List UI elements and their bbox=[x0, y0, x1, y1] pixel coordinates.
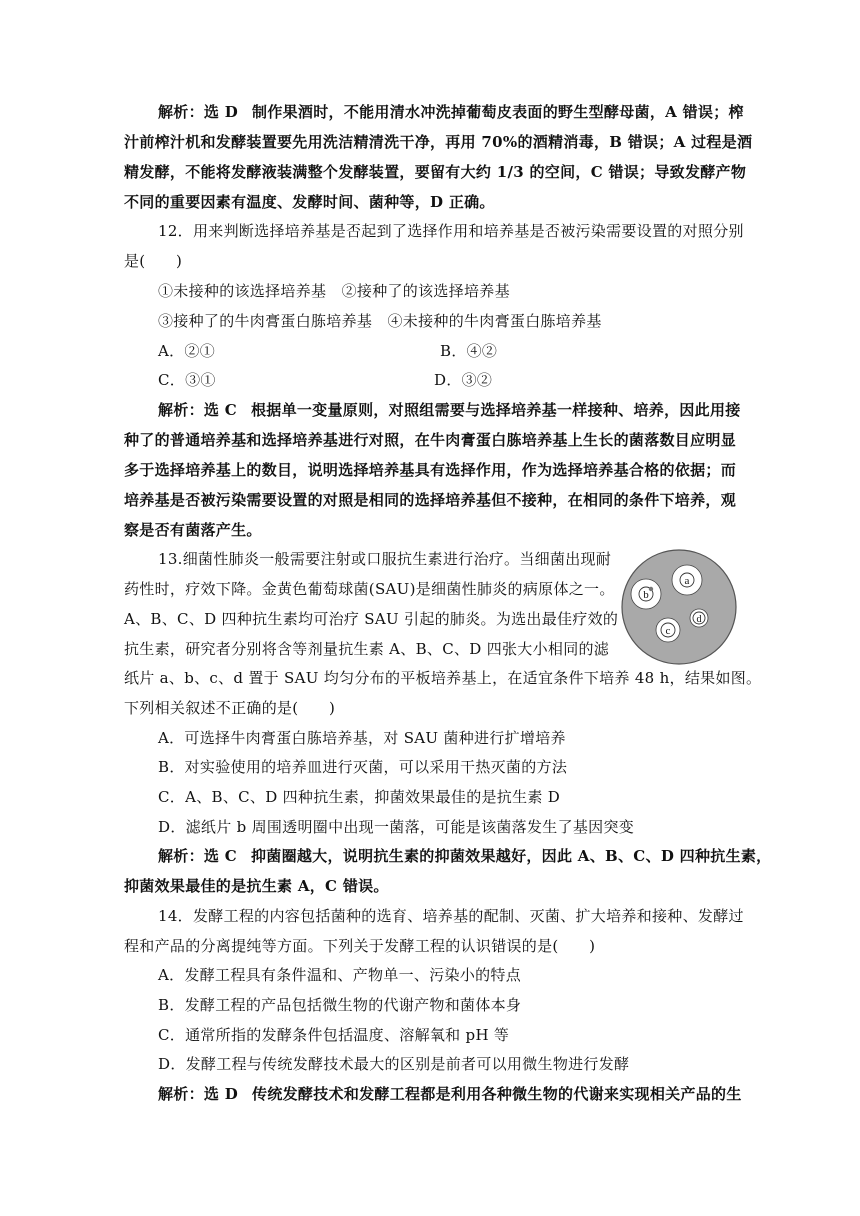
question-12-items-1: ①未接种的该选择培养基 ②接种了的该选择培养基 bbox=[158, 282, 510, 300]
zone-b bbox=[631, 579, 661, 609]
zone-c bbox=[656, 618, 680, 642]
label-d: d bbox=[696, 614, 702, 625]
analysis-12-line-4: 培养基是否被污染需要设置的对照是相同的选择培养基但不接种，在相同的条件下培养，观 bbox=[124, 491, 737, 509]
question-13-stem-3: A、B、C、D 四种抗生素均可治疗 SAU 引起的肺炎。为选出最佳疗效的 bbox=[124, 610, 619, 628]
petri-dish-figure bbox=[620, 548, 738, 666]
question-14-stem-1: 14．发酵工程的内容包括菌种的选育、培养基的配制、灭菌、扩大培养和接种、发酵过 bbox=[158, 907, 744, 925]
colony-in-b bbox=[649, 587, 653, 591]
question-14-stem-2: 程和产品的分离提纯等方面。下列关于发酵工程的认识错误的是( ) bbox=[124, 937, 596, 955]
analysis-13-line-1: 解析：选 C 抑菌圈越大，说明抗生素的抑菌效果越好，因此 A、B、C、D 四种抗生素， bbox=[158, 847, 772, 865]
question-13-stem-5: 纸片 a、b、c、d 置于 SAU 均匀分布的平板培养基上，在适宜条件下培养 48 h，结果如图。 bbox=[124, 669, 762, 687]
question-13-option-b: B．对实验使用的培养皿进行灭菌，可以采用干热灭菌的方法 bbox=[158, 758, 568, 776]
analysis-13-line-2: 抑菌效果最佳的是抗生素 A，C 错误。 bbox=[124, 877, 389, 895]
question-13-stem-1: 13.细菌性肺炎一般需要注射或口服抗生素进行治疗。当细菌出现耐 bbox=[158, 550, 612, 568]
question-14-option-c: C．通常所指的发酵条件包括温度、溶解氧和 pH 等 bbox=[158, 1026, 510, 1044]
answer-label: 解析：选 D bbox=[158, 103, 239, 121]
question-13-stem-4: 抗生素，研究者分别将含等剂量抗生素 A、B、C、D 四张大小相同的滤 bbox=[124, 640, 610, 658]
question-12-option-b: B．④② bbox=[440, 342, 498, 360]
analysis-12-line-2: 种了的普通培养基和选择培养基进行对照，在牛肉膏蛋白胨培养基上生长的菌落数目应明显 bbox=[124, 431, 737, 449]
question-13-option-c: C．A、B、C、D 四种抗生素，抑菌效果最佳的是抗生素 D bbox=[158, 788, 561, 806]
answer-label: 解析：选 D bbox=[158, 1085, 239, 1103]
zone-d bbox=[690, 609, 708, 627]
answer-label: 解析：选 C bbox=[158, 847, 237, 865]
label-a: a bbox=[684, 575, 690, 587]
question-12-option-a: A．②① bbox=[158, 342, 216, 360]
question-14-option-d: D．发酵工程与传统发酵技术最大的区别是前者可以用微生物进行发酵 bbox=[158, 1055, 630, 1073]
answer-label: 解析：选 C bbox=[158, 401, 237, 419]
label-b: b bbox=[643, 589, 649, 601]
question-13-stem-2: 药性时，疗效下降。金黄色葡萄球菌(SAU)是细菌性肺炎的病原体之一。 bbox=[124, 580, 615, 598]
question-13-option-d: D．滤纸片 b 周围透明圈中出现一菌落，可能是该菌落发生了基因突变 bbox=[158, 818, 635, 836]
label-c: c bbox=[665, 625, 671, 637]
question-14-option-b: B．发酵工程的产品包括微生物的代谢产物和菌体本身 bbox=[158, 996, 522, 1014]
question-12-option-c: C．③① bbox=[158, 371, 216, 389]
analysis-14-line-1: 解析：选 D 传统发酵技术和发酵工程都是利用各种微生物的代谢来实现相关产品的生 bbox=[158, 1085, 742, 1103]
question-12-stem-2: 是( ) bbox=[124, 252, 183, 270]
analysis-12-line-3: 多于选择培养基上的数目，说明选择培养基具有选择作用，作为选择培养基合格的依据；而 bbox=[124, 461, 737, 479]
question-13-stem-6: 下列相关叙述不正确的是( ) bbox=[124, 699, 336, 717]
zone-a bbox=[672, 565, 702, 595]
analysis-12-line-5: 察是否有菌落产生。 bbox=[124, 521, 262, 539]
question-14-option-a: A．发酵工程具有条件温和、产物单一、污染小的特点 bbox=[158, 966, 522, 984]
analysis-12-line-1: 解析：选 C 根据单一变量原则，对照组需要与选择培养基一样接种、培养，因此用接 bbox=[158, 401, 741, 419]
analysis-11-line-1: 解析：选 D 制作果酒时，不能用清水冲洗掉葡萄皮表面的野生型酵母菌，A 错误；榨 bbox=[158, 103, 744, 121]
question-13-option-a: A．可选择牛肉膏蛋白胨培养基，对 SAU 菌种进行扩增培养 bbox=[158, 729, 566, 747]
analysis-11-line-4: 不同的重要因素有温度、发酵时间、菌种等，D 正确。 bbox=[124, 193, 495, 211]
question-12-items-2: ③接种了的牛肉膏蛋白胨培养基 ④未接种的牛肉膏蛋白胨培养基 bbox=[158, 312, 602, 330]
question-12-stem-1: 12．用来判断选择培养基是否起到了选择作用和培养基是否被污染需要设置的对照分别 bbox=[158, 222, 744, 240]
analysis-11-line-3: 精发酵，不能将发酵液装满整个发酵装置，要留有大约 1/3 的空间，C 错误；导致发酵产物 bbox=[124, 163, 747, 181]
analysis-11-line-2: 汁前榨汁机和发酵装置要先用洗洁精清洗干净，再用 70%的酒精消毒，B 错误；A 过程是酒 bbox=[124, 133, 753, 151]
question-12-option-d: D．③② bbox=[434, 371, 493, 389]
